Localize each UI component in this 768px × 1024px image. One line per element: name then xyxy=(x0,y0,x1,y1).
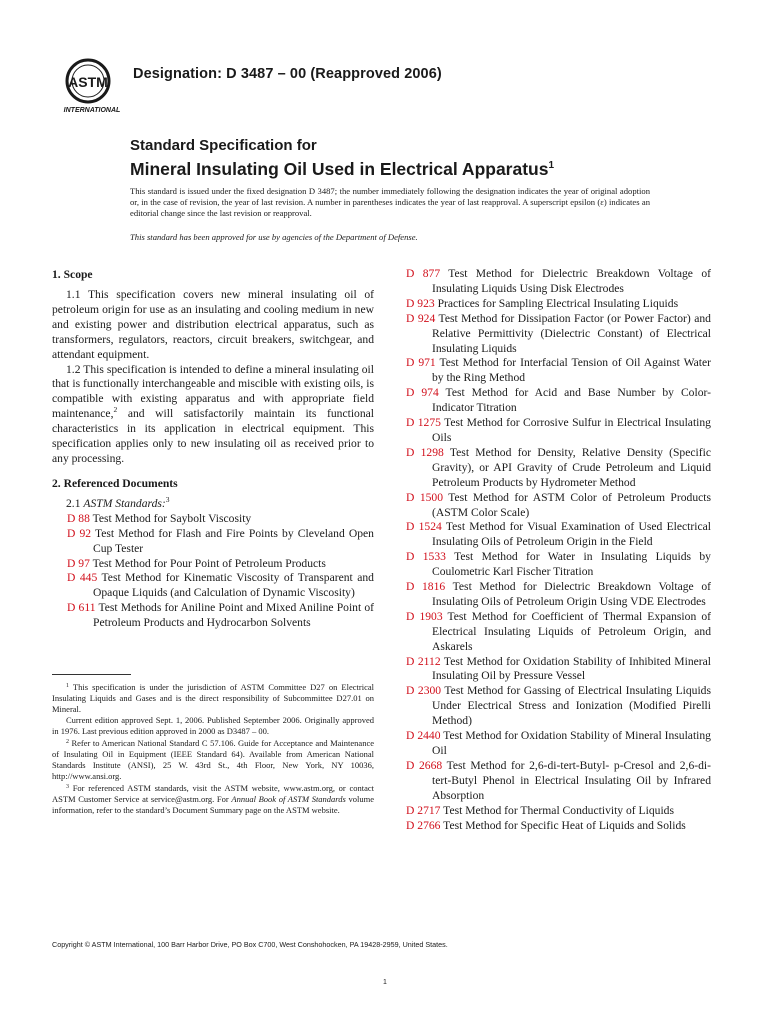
reference-title: Test Methods for Aniline Point and Mixed Aniline Point of Petroleum Products and Hydrocarbon Solvents xyxy=(93,601,374,630)
referenced-documents-heading: 2. Referenced Documents xyxy=(52,476,178,490)
logo-text: ASTM xyxy=(68,74,108,90)
footnote-3-text-a: For referenced ASTM standards, visit the ASTM website, www.astm.org, or contact ASTM Customer Service at service@astm.org. For xyxy=(52,783,374,804)
reference-item xyxy=(406,312,711,357)
right-reference-list xyxy=(406,267,711,833)
footnote-3-mark: 3 xyxy=(66,784,69,790)
reference-item xyxy=(406,580,711,610)
reference-title: Test Method for Oxidation Stability of Inhibited Mineral Insulating Oil by Pressure Vessel xyxy=(432,654,711,683)
reference-item xyxy=(406,759,711,804)
reference-title: Practices for Sampling Electrical Insulating Liquids xyxy=(437,296,679,310)
reference-title: Test Method for Corrosive Sulfur in Electrical Insulating Oils xyxy=(432,416,711,444)
logo-subtext: INTERNATIONAL xyxy=(63,107,121,114)
reference-code-link[interactable]: D 1500 xyxy=(406,490,444,504)
reference-item xyxy=(406,356,711,386)
reference-item xyxy=(406,684,711,729)
footnote-mark-3: 3 xyxy=(165,494,170,504)
reference-title: Test Method for 2,6-di-tert-Butyl- p-Cresol and 2,6-di-tert-Butyl Phenol in Electrical Insulating Oil by Infrared Absorption xyxy=(432,758,711,802)
reference-code-link[interactable]: D 877 xyxy=(406,267,441,280)
reference-item xyxy=(406,610,711,655)
footnotes xyxy=(52,681,374,816)
reference-title: Test Method for Oxidation Stability of Mineral Insulating Oil xyxy=(432,729,711,757)
reference-code-link[interactable]: D 1275 xyxy=(406,416,441,430)
title-main: Mineral Insulating Oil Used in Electrical Apparatus xyxy=(130,159,549,179)
page-number: 1 xyxy=(383,979,387,986)
scope-paragraph-1-2 xyxy=(52,363,374,467)
reference-title: Test Method for Acid and Base Number by Color-Indicator Titration xyxy=(432,386,711,415)
footnote-3-book-title: Annual Book of ASTM Standards xyxy=(231,794,346,804)
reference-item xyxy=(67,601,374,631)
document-title xyxy=(130,137,690,180)
reference-code-link[interactable]: D 971 xyxy=(406,356,436,370)
reference-item xyxy=(406,729,711,759)
reference-item xyxy=(406,267,711,297)
footnote-2-mark: 2 xyxy=(66,739,69,745)
reference-code-link[interactable]: D 1533 xyxy=(406,550,446,564)
footnote-1-text: This specification is under the jurisdiction of ASTM Committee D27 on Electrical Insulating Liquids and Gases and is the direct responsibility of Subcommittee D27.01 on Mineral. xyxy=(52,682,374,714)
reference-title: Test Method for Flash and Fire Points by Cleveland Open Cup Tester xyxy=(93,526,374,555)
reference-item xyxy=(406,655,711,685)
reference-item xyxy=(406,416,711,446)
reference-title: Test Method for Kinematic Viscosity of Transparent and Opaque Liquids (and Calculation of Dynamic Viscosity) xyxy=(93,571,374,600)
reference-item xyxy=(67,557,374,572)
reference-item xyxy=(67,571,374,601)
reference-code-link[interactable]: D 924 xyxy=(406,311,436,325)
reference-item xyxy=(406,804,711,819)
reference-title: Test Method for Pour Point of Petroleum Products xyxy=(92,556,326,570)
reference-code-link[interactable]: D 88 xyxy=(67,511,90,525)
reference-item xyxy=(67,512,374,527)
astm-standards-subheading xyxy=(66,494,374,512)
footnote-mark-2: 2 xyxy=(113,405,118,415)
reference-title: Test Method for Visual Examination of Used Electrical Insulating Oils of Petroleum Origin in the Field xyxy=(432,520,711,549)
footnote-2-text: Refer to American National Standard C 57.106. Guide for Acceptance and Maintenance of Insulating Oil in Equipment (IEEE Standard 64). Available from American National Standards Institute (ANSI), 25 W. 43rd St., 4th Floor, New York, NY 10036, http://www.ansi.org. xyxy=(52,738,374,781)
reference-title: Test Method for Interfacial Tension of Oil Against Water by the Ring Method xyxy=(432,356,711,385)
footnote-2 xyxy=(52,737,374,782)
reference-item xyxy=(406,819,711,834)
footnote-1-mark: 1 xyxy=(66,683,69,689)
sub-label: ASTM Standards: xyxy=(83,496,166,510)
reference-code-link[interactable]: D 1524 xyxy=(406,520,442,534)
copyright-notice: Copyright © ASTM International, 100 Barr Harbor Drive, PO Box C700, West Conshohocken, PA 19428-2959, United States. xyxy=(52,940,448,949)
reference-title: Test Method for Thermal Conductivity of Liquids xyxy=(443,803,674,817)
reference-item xyxy=(67,527,374,557)
footnote-divider xyxy=(52,674,131,675)
reference-item xyxy=(406,491,711,521)
reference-code-link[interactable]: D 445 xyxy=(67,571,98,585)
reference-code-link[interactable]: D 1298 xyxy=(406,445,444,459)
footnote-1-edition: Current edition approved Sept. 1, 2006. Published September 2006. Originally approved in 1976. Last previous edition approved in 2000 as D3487 – 00. xyxy=(52,715,374,736)
designation: Designation: D 3487 – 00 (Reapproved 2006) xyxy=(133,66,442,82)
reference-item xyxy=(406,446,711,491)
reference-code-link[interactable]: D 2717 xyxy=(406,803,441,817)
reference-code-link[interactable]: D 2668 xyxy=(406,758,443,772)
reference-title: Test Method for Density, Relative Density (Specific Gravity), or API Gravity of Crude Petroleum and Liquid Petroleum Products by Hydrometer Method xyxy=(432,445,711,489)
reference-code-link[interactable]: D 92 xyxy=(67,526,92,540)
sub-number: 2.1 xyxy=(66,496,81,510)
reference-item xyxy=(406,297,711,312)
scope-p2-part-a: 1.2 This specification is intended to define a mineral insulating oil that is functionally interchangeable and miscible with existing oils, is compatible with existing apparatus and with appropriate field maintenance, xyxy=(52,362,374,421)
reference-title: Test Method for ASTM Color of Petroleum Products (ASTM Color Scale) xyxy=(432,490,711,519)
reference-title: Test Method for Dielectric Breakdown Voltage of Insulating Liquids Using Disk Electrodes xyxy=(432,267,711,295)
reference-code-link[interactable]: D 2440 xyxy=(406,729,441,743)
standard-notice: This standard is issued under the fixed designation D 3487; the number immediately following the designation indicates the year of original adoption or, in the case of revision, the year of last revision. A number in parentheses indicates the year of last reapproval. A superscript epsilon (ε) indicates an editorial change since the last revision or reapproval. xyxy=(130,186,650,219)
astm-logo xyxy=(61,56,123,122)
reference-title: Test Method for Coefficient of Thermal Expansion of Electrical Insulating Liquids of Petroleum Origin, and Askarels xyxy=(432,609,711,653)
reference-title: Test Method for Dissipation Factor (or Power Factor) and Relative Permittivity (Dielectric Constant) of Electrical Insulating Liquids xyxy=(432,311,711,355)
scope-p2-part-b: and will satisfactorily maintain its functional characteristics in its application in electrical equipment. This specification applies only to new insulating oil as received prior to any processing. xyxy=(52,407,374,465)
reference-code-link[interactable]: D 611 xyxy=(67,601,96,615)
reference-code-link[interactable]: D 2300 xyxy=(406,684,442,698)
reference-code-link[interactable]: D 2112 xyxy=(406,654,441,668)
reference-code-link[interactable]: D 923 xyxy=(406,296,435,310)
left-column xyxy=(52,267,374,631)
right-column xyxy=(406,267,711,833)
dod-approval-note: This standard has been approved for use by agencies of the Department of Defense. xyxy=(130,232,418,242)
scope-heading: 1. Scope xyxy=(52,268,93,281)
reference-title: Test Method for Dielectric Breakdown Voltage of Insulating Oils of Petroleum Origin Using VDE Electrodes xyxy=(432,580,711,608)
reference-title: Test Method for Gassing of Electrical Insulating Liquids Under Electrical Stress and Ionization (Modified Pirelli Method) xyxy=(432,684,711,728)
title-line-1: Standard Specification for xyxy=(130,137,317,154)
reference-title: Test Method for Saybolt Viscosity xyxy=(92,511,252,525)
footnote-1 xyxy=(52,681,374,715)
reference-code-link[interactable]: D 2766 xyxy=(406,818,441,832)
reference-title: Test Method for Specific Heat of Liquids and Solids xyxy=(443,818,686,832)
reference-code-link[interactable]: D 1903 xyxy=(406,609,443,623)
reference-item xyxy=(406,520,711,550)
scope-paragraph-1-1: 1.1 This specification covers new mineral insulating oil of petroleum origin for use as an insulating and cooling medium in new and existing power and distribution electrical apparatus, such as transformers, regulators, reactors, circuit breakers, switchgear, and attendant equipment. xyxy=(52,288,374,361)
left-reference-list xyxy=(52,512,374,631)
reference-code-link[interactable]: D 974 xyxy=(406,386,439,400)
footnote-3 xyxy=(52,782,374,816)
title-line-2 xyxy=(130,155,690,180)
title-footnote-mark: 1 xyxy=(548,160,555,171)
footnote-3-text-b: volume information, refer to the standard’s Document Summary page on the ASTM website. xyxy=(52,794,375,815)
reference-item xyxy=(406,386,711,416)
reference-code-link[interactable]: D 97 xyxy=(67,556,90,570)
reference-title: Test Method for Water in Insulating Liquids by Coulometric Karl Fischer Titration xyxy=(432,550,711,579)
reference-code-link[interactable]: D 1816 xyxy=(406,580,446,594)
reference-item xyxy=(406,550,711,580)
